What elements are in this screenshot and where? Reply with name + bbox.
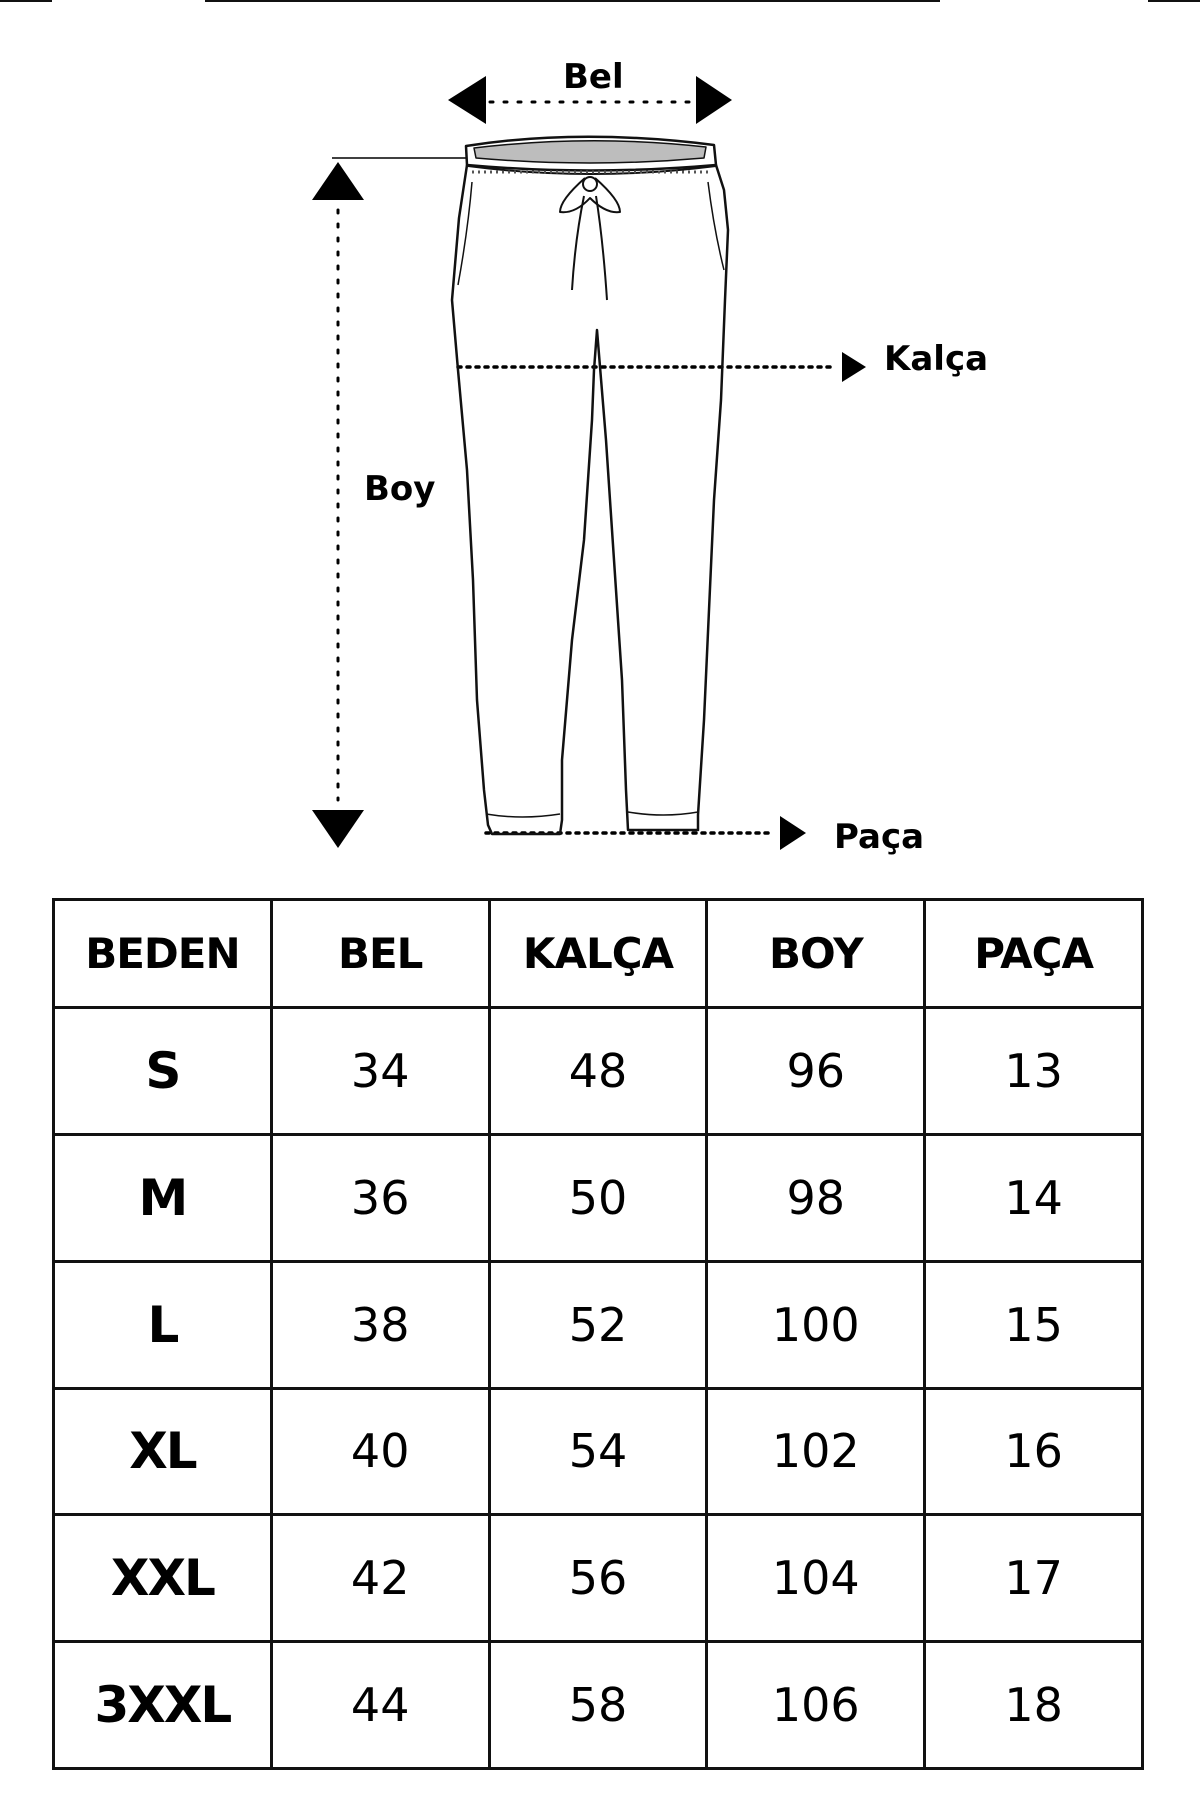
bel-cell: 38 <box>271 1261 489 1388</box>
size-cell: XXL <box>54 1515 272 1642</box>
boy-cell: 104 <box>707 1515 925 1642</box>
table-row <box>54 1388 1143 1515</box>
bel-cell: 36 <box>271 1134 489 1261</box>
pants-outline <box>452 137 728 834</box>
paca-cell: 16 <box>925 1388 1143 1515</box>
kalca-cell: 50 <box>489 1134 707 1261</box>
kalca-cell: 54 <box>489 1388 707 1515</box>
kalca-cell: 48 <box>489 1008 707 1135</box>
paca-cell: 17 <box>925 1515 1143 1642</box>
size-cell: 3XXL <box>54 1642 272 1769</box>
hip-label: Kalça <box>884 339 989 379</box>
size-cell: S <box>54 1008 272 1135</box>
bel-cell: 40 <box>271 1388 489 1515</box>
boy-cell: 100 <box>707 1261 925 1388</box>
waist-label: Bel <box>563 57 624 97</box>
table-row <box>54 1642 1143 1769</box>
boy-cell: 106 <box>707 1642 925 1769</box>
bel-cell: 42 <box>271 1515 489 1642</box>
boy-cell: 98 <box>707 1134 925 1261</box>
paca-cell: 15 <box>925 1261 1143 1388</box>
table-row <box>54 1515 1143 1642</box>
kalca-cell: 56 <box>489 1515 707 1642</box>
header-boy: BOY <box>707 900 925 1008</box>
header-bel: BEL <box>271 900 489 1008</box>
paca-cell: 14 <box>925 1134 1143 1261</box>
pants-measurement-diagram <box>0 0 1200 880</box>
header-beden: BEDEN <box>54 900 272 1008</box>
kalca-cell: 58 <box>489 1642 707 1769</box>
size-chart-table <box>52 898 1144 1770</box>
bel-cell: 34 <box>271 1008 489 1135</box>
size-cell: L <box>54 1261 272 1388</box>
bel-cell: 44 <box>271 1642 489 1769</box>
size-cell: M <box>54 1134 272 1261</box>
size-cell: XL <box>54 1388 272 1515</box>
paca-cell: 13 <box>925 1008 1143 1135</box>
table-row <box>54 1134 1143 1261</box>
hip-line <box>458 352 866 382</box>
header-paca: PAÇA <box>925 900 1143 1008</box>
table-header-row <box>54 900 1143 1008</box>
header-kalca: KALÇA <box>489 900 707 1008</box>
table-row <box>54 1261 1143 1388</box>
table-row <box>54 1008 1143 1135</box>
boy-cell: 96 <box>707 1008 925 1135</box>
kalca-cell: 52 <box>489 1261 707 1388</box>
boy-cell: 102 <box>707 1388 925 1515</box>
length-label: Boy <box>364 469 436 509</box>
hem-label: Paça <box>834 817 925 857</box>
paca-cell: 18 <box>925 1642 1143 1769</box>
